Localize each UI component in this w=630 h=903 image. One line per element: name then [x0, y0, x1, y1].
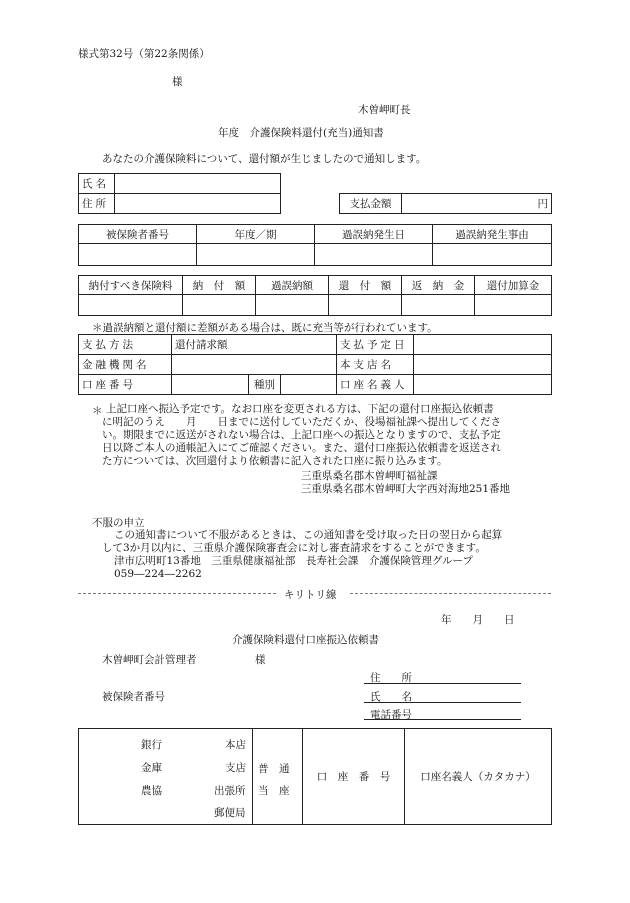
branch-label: 本支店名 [337, 355, 414, 375]
phone-underline [364, 719, 521, 720]
intro-text: あなたの介護保険料について、還付額が生じましたので通知します。 [102, 153, 427, 165]
person-table [78, 173, 281, 214]
type-label: 種別 [249, 375, 281, 395]
payment-info-table [78, 334, 552, 395]
account-type-current: 当 座 [258, 785, 290, 797]
document-title: 年度 介護保険料還付(充当)通知書 [218, 127, 384, 139]
payment-label: 支払金額 [340, 194, 402, 214]
notice-line-1: 上記口座へ振込予定です。なお口座を変更される方は、下記の還付口座振込依頼書 [106, 403, 494, 415]
th-overpay-reason: 過誤納発生事由 [433, 225, 552, 244]
branch-sub: 出張所 [214, 785, 246, 797]
request-title: 介護保険料還付口座振込依頼書 [232, 634, 379, 646]
account-number-label: 口 座 番 号 [303, 729, 405, 825]
holder-label: 口座名義人 [337, 375, 414, 395]
cut-line-left [78, 593, 276, 594]
notice-star: ＊ [92, 405, 103, 417]
cut-line-label: キリトリ線 [284, 589, 337, 601]
addressee-suffix: 様 [172, 76, 183, 88]
method-label: 支払方法 [79, 335, 172, 355]
request-insured-label: 被保険者番号 [102, 691, 165, 703]
inst-ja: 農協 [141, 785, 162, 797]
payment-yen: 円 [402, 194, 552, 214]
amount-table [78, 275, 552, 316]
request-recipient: 木曽岬町会計管理者 [102, 654, 197, 666]
appeal-heading: 不服の申立 [92, 517, 145, 529]
appeal-line-3: 津市広明町13番地 三重県健康福祉部 長寿社会課 介護保険管理グループ [114, 555, 474, 567]
request-recipient-suffix: 様 [255, 654, 266, 666]
branch-main: 本店 [225, 739, 246, 751]
branch-post: 郵便局 [214, 807, 246, 819]
offset-note: ＊過誤納額と還付額に差額がある場合は、既に充当等が行われています。 [92, 322, 438, 334]
bank-request-table [78, 728, 552, 825]
th-overpay-date: 過誤納発生日 [315, 225, 433, 244]
th-refund-interest: 還付加算金 [475, 276, 552, 295]
cut-line-right [350, 593, 551, 594]
method-value: 還付請求額 [172, 335, 337, 355]
dept-name: 三重県桑名郡木曽岬町福祉課 [301, 470, 438, 482]
payment-table [339, 193, 552, 214]
address-underline [364, 683, 521, 684]
account-type-ordinary: 普 通 [258, 763, 290, 775]
request-date: 年 月 日 [441, 614, 515, 626]
name-cell [115, 174, 281, 194]
th-overpaid: 過誤納額 [256, 276, 329, 295]
th-insured-number: 被保険者番号 [79, 225, 197, 244]
form-number: 様式第32号（第22条関係） [78, 48, 210, 60]
appeal-line-2: して3か月以内に、三重県介護保険審査会に対し審査請求をすることができます。 [102, 542, 486, 554]
address-label: 住所 [79, 194, 115, 214]
th-refund: 還 付 額 [329, 276, 402, 295]
dept-address: 三重県桑名郡木曽岬町大字西対海地251番地 [301, 483, 511, 495]
insured-table [78, 224, 552, 266]
name-underline [364, 702, 521, 703]
notice-line-5: た方については、次回還付より依頼書に記入された口座に振り込みます。 [102, 455, 448, 467]
name-label: 氏名 [79, 174, 115, 194]
issuer: 木曽岬町長 [358, 104, 411, 116]
address-cell [115, 194, 281, 214]
inst-bank: 銀行 [141, 739, 162, 751]
th-return: 返 納 金 [402, 276, 475, 295]
appeal-line-1: この通知書について不服があるときは、この通知書を受け取った日の翌日から起算 [114, 529, 503, 541]
institution-cell [79, 729, 253, 825]
date-label: 支払予定日 [337, 335, 414, 355]
bank-label: 金融機関名 [79, 355, 172, 375]
notice-line-2: に明記のうえ 月 日までに送付していただくか、役場福祉課へ提出してくださ [102, 416, 501, 428]
request-address-label: 住 所 [370, 672, 412, 684]
branch-branch: 支店 [225, 762, 246, 774]
th-paid: 納 付 額 [183, 276, 256, 295]
request-phone-label: 電話番号 [370, 709, 412, 721]
notice-line-3: い。期限までに返送がされない場合は、上記口座への振込となりますので、支払予定 [102, 429, 501, 441]
inst-shinkin: 金庫 [141, 762, 162, 774]
account-holder-label: 口座名義人（カタカナ） [405, 729, 552, 825]
th-due-premium: 納付すべき保険料 [79, 276, 183, 295]
request-name-label: 氏 名 [370, 691, 412, 703]
th-fiscal-period: 年度／期 [197, 225, 315, 244]
account-label: 口座番号 [79, 375, 172, 395]
notice-line-4: 日以降ご本人の通帳記入にてご確認ください。また、還付口座振込依頼書を返送され [102, 442, 501, 454]
account-type-cell [253, 729, 303, 825]
appeal-phone: 059―224―2262 [114, 568, 202, 580]
